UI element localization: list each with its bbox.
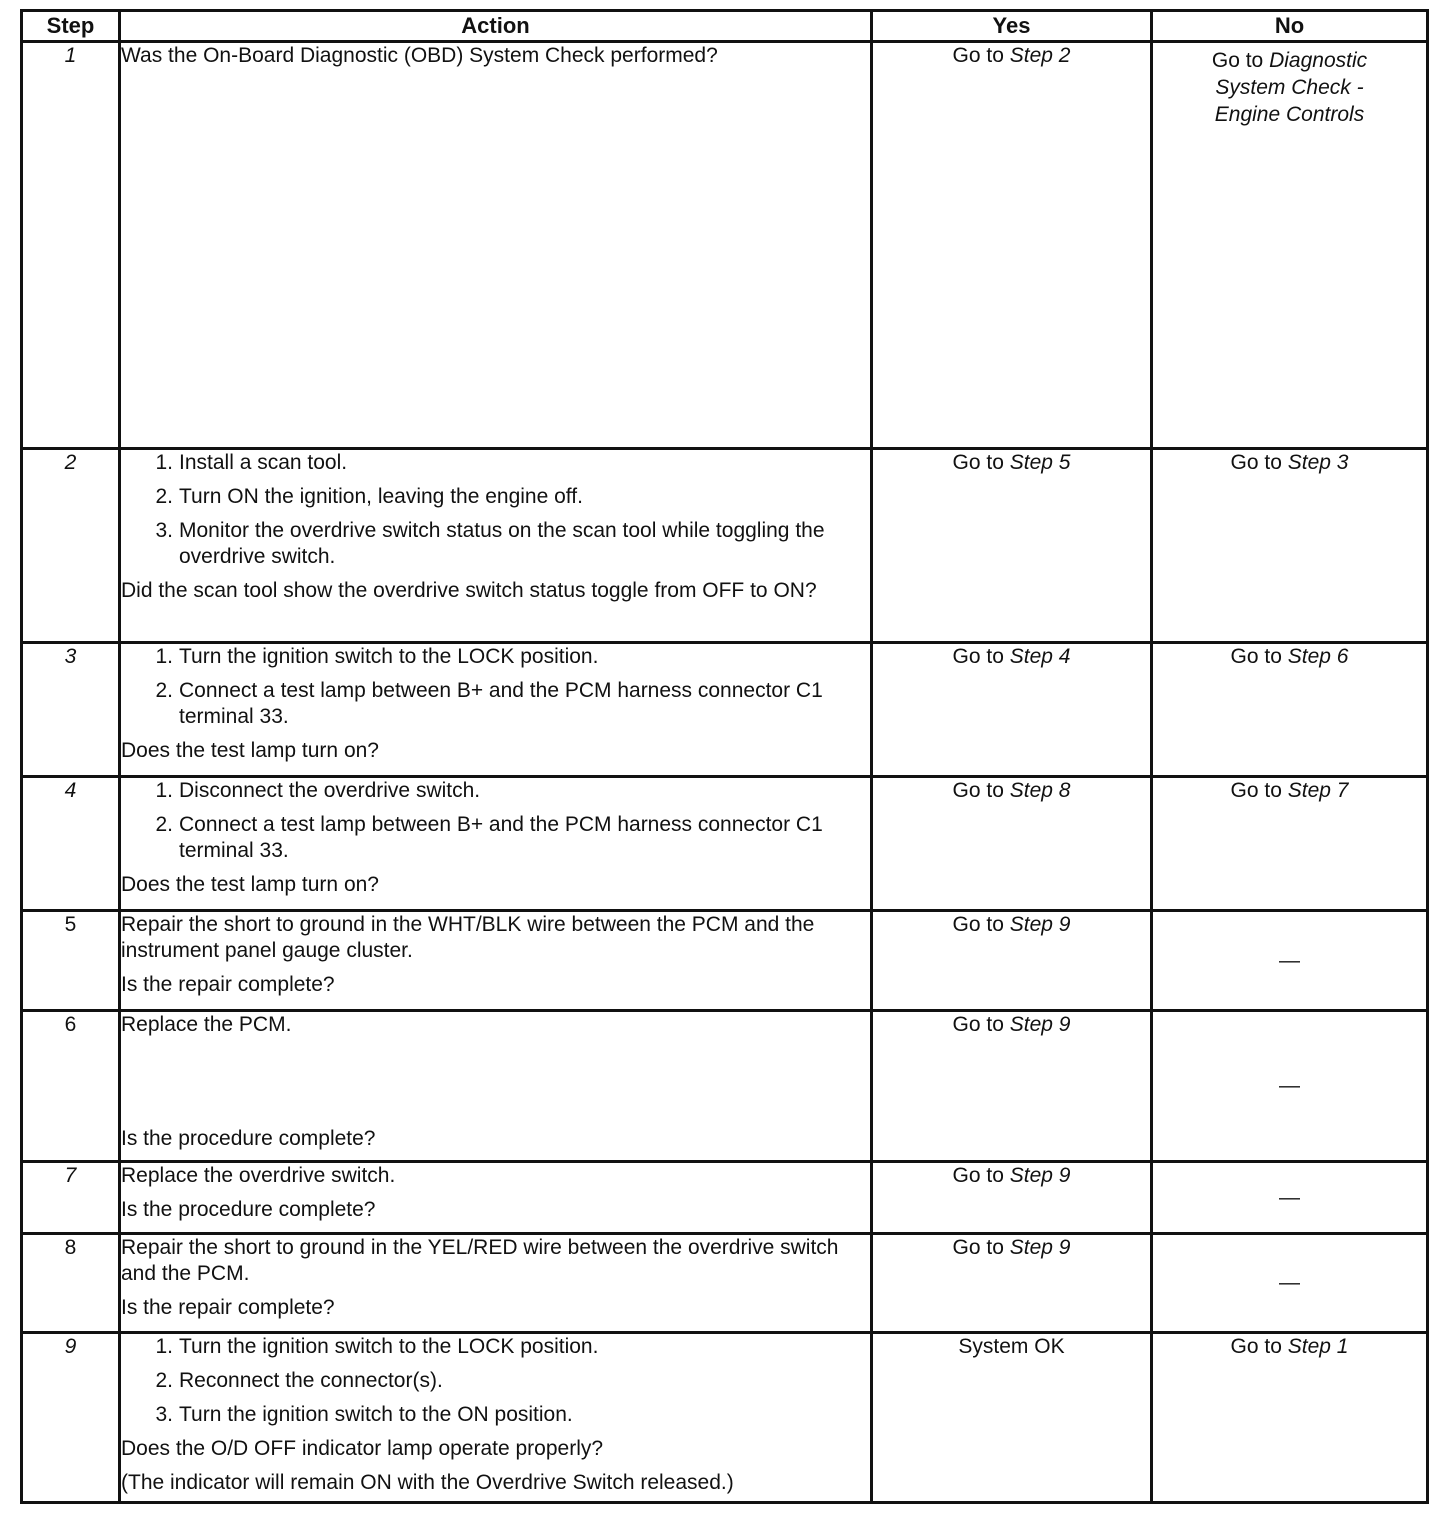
table-row-step-3 [22,643,1428,777]
action-statement: Replace the overdrive switch. [121,1164,396,1187]
no-step-link[interactable]: Step 7 [1287,779,1349,802]
action-cell [120,777,872,911]
yes-cell: Go to Step 9 [872,1234,1152,1333]
action-steps [121,1334,870,1428]
step-number: 1 [22,42,120,449]
action-question: Was the On-Board Diagnostic (OBD) System Check performed? [121,44,718,67]
action-question: Does the test lamp turn on? [121,739,379,762]
action-steps [121,644,870,730]
action-cell [120,42,872,449]
yes-step-link[interactable]: Step 4 [1009,645,1071,668]
table-row-step-4 [22,777,1428,911]
no-step-link[interactable]: Step 1 [1287,1335,1349,1358]
no-step-link[interactable]: Step 3 [1287,451,1349,474]
no-dash: — [1279,1074,1300,1097]
yes-cell: Go to Step 9 [872,911,1152,1011]
table-row-step-6 [22,1011,1428,1162]
no-cell [1152,1011,1428,1162]
step-number: 5 [22,911,120,1011]
header-row [22,11,1428,42]
action-question: Does the O/D OFF indicator lamp operate properly? [121,1437,604,1460]
yes-cell: Go to Step 9 [872,1162,1152,1234]
yes-step-link[interactable]: Step 9 [1009,913,1071,936]
no-cell: Go to Step 7 [1152,777,1428,911]
yes-step-link[interactable]: Step 8 [1009,779,1071,802]
table-row-step-1 [22,42,1428,449]
yes-cell: Go to Step 2 [872,42,1152,449]
list-item: 2. Connect a test lamp between B+ and the PCM harness connector C1 terminal 33. [155,679,823,728]
yes-step-link[interactable]: Step 9 [1009,1164,1071,1187]
no-cell [1152,1234,1428,1333]
table-row-step-7 [22,1162,1428,1234]
action-question: Is the repair complete? [121,973,335,996]
yes-cell [872,1333,1152,1503]
no-dash: — [1279,948,1300,972]
step-number: 6 [22,1011,120,1162]
action-steps [121,450,870,570]
system-ok-text: System OK [958,1335,1065,1358]
no-cell [1152,911,1428,1011]
yes-step-link[interactable]: Step 9 [1009,1236,1071,1259]
action-cell [120,1333,872,1503]
step-number: 7 [22,1162,120,1234]
step-number: 2 [22,449,120,643]
yes-step-link[interactable]: Step 9 [1009,1013,1071,1036]
list-item: 2. Reconnect the connector(s). [155,1369,443,1392]
table-row-step-8 [22,1234,1428,1333]
yes-cell: Go to Step 5 [872,449,1152,643]
table-row-step-9 [22,1333,1428,1503]
action-cell [120,1162,872,1234]
yes-step-link[interactable]: Step 5 [1009,451,1071,474]
action-cell [120,1011,872,1162]
no-cell [1152,1162,1428,1234]
action-question: Is the procedure complete? [121,1127,376,1150]
header-yes: Yes [872,11,1152,42]
list-item: 3. Turn the ignition switch to the ON position. [155,1403,573,1426]
yes-cell: Go to Step 9 [872,1011,1152,1162]
action-statement: Repair the short to ground in the WHT/BLK wire between the PCM and the instrument panel gauge cluster. [121,913,815,962]
list-item: 2. Turn ON the ignition, leaving the engine off. [155,485,583,508]
action-note: (The indicator will remain ON with the Overdrive Switch released.) [121,1471,734,1494]
yes-cell: Go to Step 4 [872,643,1152,777]
action-question: Is the procedure complete? [121,1198,376,1221]
action-cell [120,449,872,643]
step-number: 9 [22,1333,120,1503]
list-item: 2. Connect a test lamp between B+ and the PCM harness connector C1 terminal 33. [155,813,823,862]
no-dash: — [1279,1185,1300,1209]
header-step: Step [22,11,120,42]
no-step-link[interactable]: Step 6 [1287,645,1349,668]
no-dash: — [1279,1271,1300,1294]
no-cell: Go to Step 1 [1152,1333,1428,1503]
action-question: Does the test lamp turn on? [121,873,379,896]
header-action: Action [120,11,872,42]
table-row-step-5 [22,911,1428,1011]
header-no: No [1152,11,1428,42]
diagnostic-table [20,9,1429,1504]
no-diagnostic-link[interactable]: Diagnostic System Check - Engine Controls [1214,49,1368,126]
yes-cell: Go to Step 8 [872,777,1152,911]
no-cell: Go to Step 6 [1152,643,1428,777]
action-cell [120,1234,872,1333]
yes-step-link[interactable]: Step 2 [1009,44,1071,67]
list-item: 3. Monitor the overdrive switch status on the scan tool while toggling the overdrive switch. [155,519,825,568]
list-item: 1. Disconnect the overdrive switch. [155,779,481,802]
step-number: 8 [22,1234,120,1333]
table-row-step-2 [22,449,1428,643]
no-cell: Go to Step 3 [1152,449,1428,643]
action-cell [120,911,872,1011]
action-question: Is the repair complete? [121,1296,335,1319]
action-statement: Replace the PCM. [121,1013,292,1036]
step-number: 4 [22,777,120,911]
list-item: 1. Install a scan tool. [155,451,348,474]
list-item: 1. Turn the ignition switch to the LOCK position. [155,645,599,668]
action-question: Did the scan tool show the overdrive switch status toggle from OFF to ON? [121,579,817,602]
action-cell [120,643,872,777]
no-cell: Go to Diagnostic System Check - Engine Controls [1152,42,1428,449]
action-statement: Repair the short to ground in the YEL/RED wire between the overdrive switch and the PCM. [121,1236,839,1285]
list-item: 1. Turn the ignition switch to the LOCK position. [155,1335,599,1358]
action-steps [121,778,870,864]
step-number: 3 [22,643,120,777]
